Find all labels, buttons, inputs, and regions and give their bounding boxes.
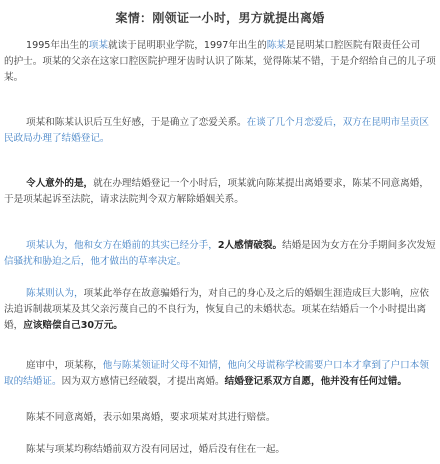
paragraph-8 <box>4 442 436 458</box>
text-line <box>4 192 436 208</box>
highlighted-text: 项某 <box>88 40 108 51</box>
text-line <box>4 358 436 374</box>
paragraph-7 <box>4 410 436 426</box>
body-text: 因为双方感情已经破裂，才提出离婚。 <box>61 376 225 387</box>
text-line <box>4 410 436 426</box>
highlighted-text: 在谈了几个月恋爱后，双方在昆明市呈贡区 <box>246 117 429 128</box>
body-text: 于是项某起诉至法院，请求法院判令双方解除婚姻关系。 <box>4 194 244 205</box>
body-text: 项某此举存在故意骗婚行为，对自己的身心及之后的婚姻生涯造成巨大影响，应依 <box>83 288 429 299</box>
article-title: 案情：刚领证一小时，男方就提出离婚 <box>115 11 325 25</box>
text-line <box>4 302 436 318</box>
text-line <box>4 176 436 192</box>
body-text: 是昆明某口腔医院有限责任公司 <box>285 40 421 51</box>
highlighted-text: 项某认为，他和女方在婚前的其实已经分手， <box>26 240 218 251</box>
body-text: 的护士。项某的父亲在这家口腔医院护理牙齿时认识了陈某，觉得陈某不错，于是介绍给自己的儿子项 <box>4 56 436 67</box>
text-line <box>4 115 436 131</box>
highlighted-text: 陈某 <box>266 40 286 51</box>
body-text: 1995年出生的 <box>26 40 89 51</box>
paragraph-6 <box>4 358 436 390</box>
text-line <box>4 442 436 458</box>
text-line <box>4 54 436 70</box>
highlighted-text: 他与陈某领证时父母不知情，他向父母谎称学校需要户口本才拿到了户口本领 <box>102 360 429 371</box>
bold-text: 应该赔偿自己30万元。 <box>23 320 123 331</box>
highlighted-text: 民政局办理了结婚登记。 <box>4 133 110 144</box>
text-line <box>4 238 436 254</box>
bold-text: 2人感情破裂。 <box>217 240 283 251</box>
body-text: 婚， <box>4 320 24 331</box>
highlighted-text: 取的结婚证。 <box>4 376 62 387</box>
paragraph-1 <box>4 38 436 86</box>
paragraph-4 <box>4 238 436 270</box>
text-line <box>4 70 436 86</box>
paragraph-5 <box>4 286 436 334</box>
text-line <box>4 38 436 54</box>
paragraph-3 <box>4 176 436 208</box>
body-text: 庭审中，项某称， <box>26 360 103 371</box>
body-text: 陈某不同意离婚，表示如果离婚，要求项某对其进行赔偿。 <box>26 412 276 423</box>
text-line <box>4 131 436 147</box>
highlighted-text: 信骚扰和胁迫之后，他才做出的草率决定。 <box>4 256 187 267</box>
highlighted-text: 陈某则认为， <box>26 288 84 299</box>
text-line <box>4 254 436 270</box>
bold-text: 结婚登记系双方自愿，他并没有任何过错。 <box>224 376 407 387</box>
text-line <box>4 318 436 334</box>
paragraph-2 <box>4 115 436 147</box>
body-text: 结婚是因为女方在分手期间多次发短 <box>282 240 436 251</box>
bold-text: 令人意外的是， <box>26 178 94 189</box>
body-text: 项某和陈某认识后互生好感，于是确立了恋爱关系。 <box>26 117 247 128</box>
body-text: 陈某与项某均称结婚前双方没有同居过，婚后没有住在一起。 <box>26 444 286 455</box>
text-line <box>4 374 436 390</box>
body-text: 就在办理结婚登记一个小时后，项某就向陈某提出离婚要求，陈某不同意离婚， <box>93 178 429 189</box>
body-text: 法追诉制裁项某及其父亲污蔑自己的不良行为，恢复自己的未婚状态。项某在结婚后一个小时提出离 <box>4 304 427 315</box>
body-text: 就读于昆明职业学院，1997年出生的 <box>107 40 267 51</box>
body-text: 某。 <box>4 72 24 83</box>
text-line <box>4 286 436 302</box>
